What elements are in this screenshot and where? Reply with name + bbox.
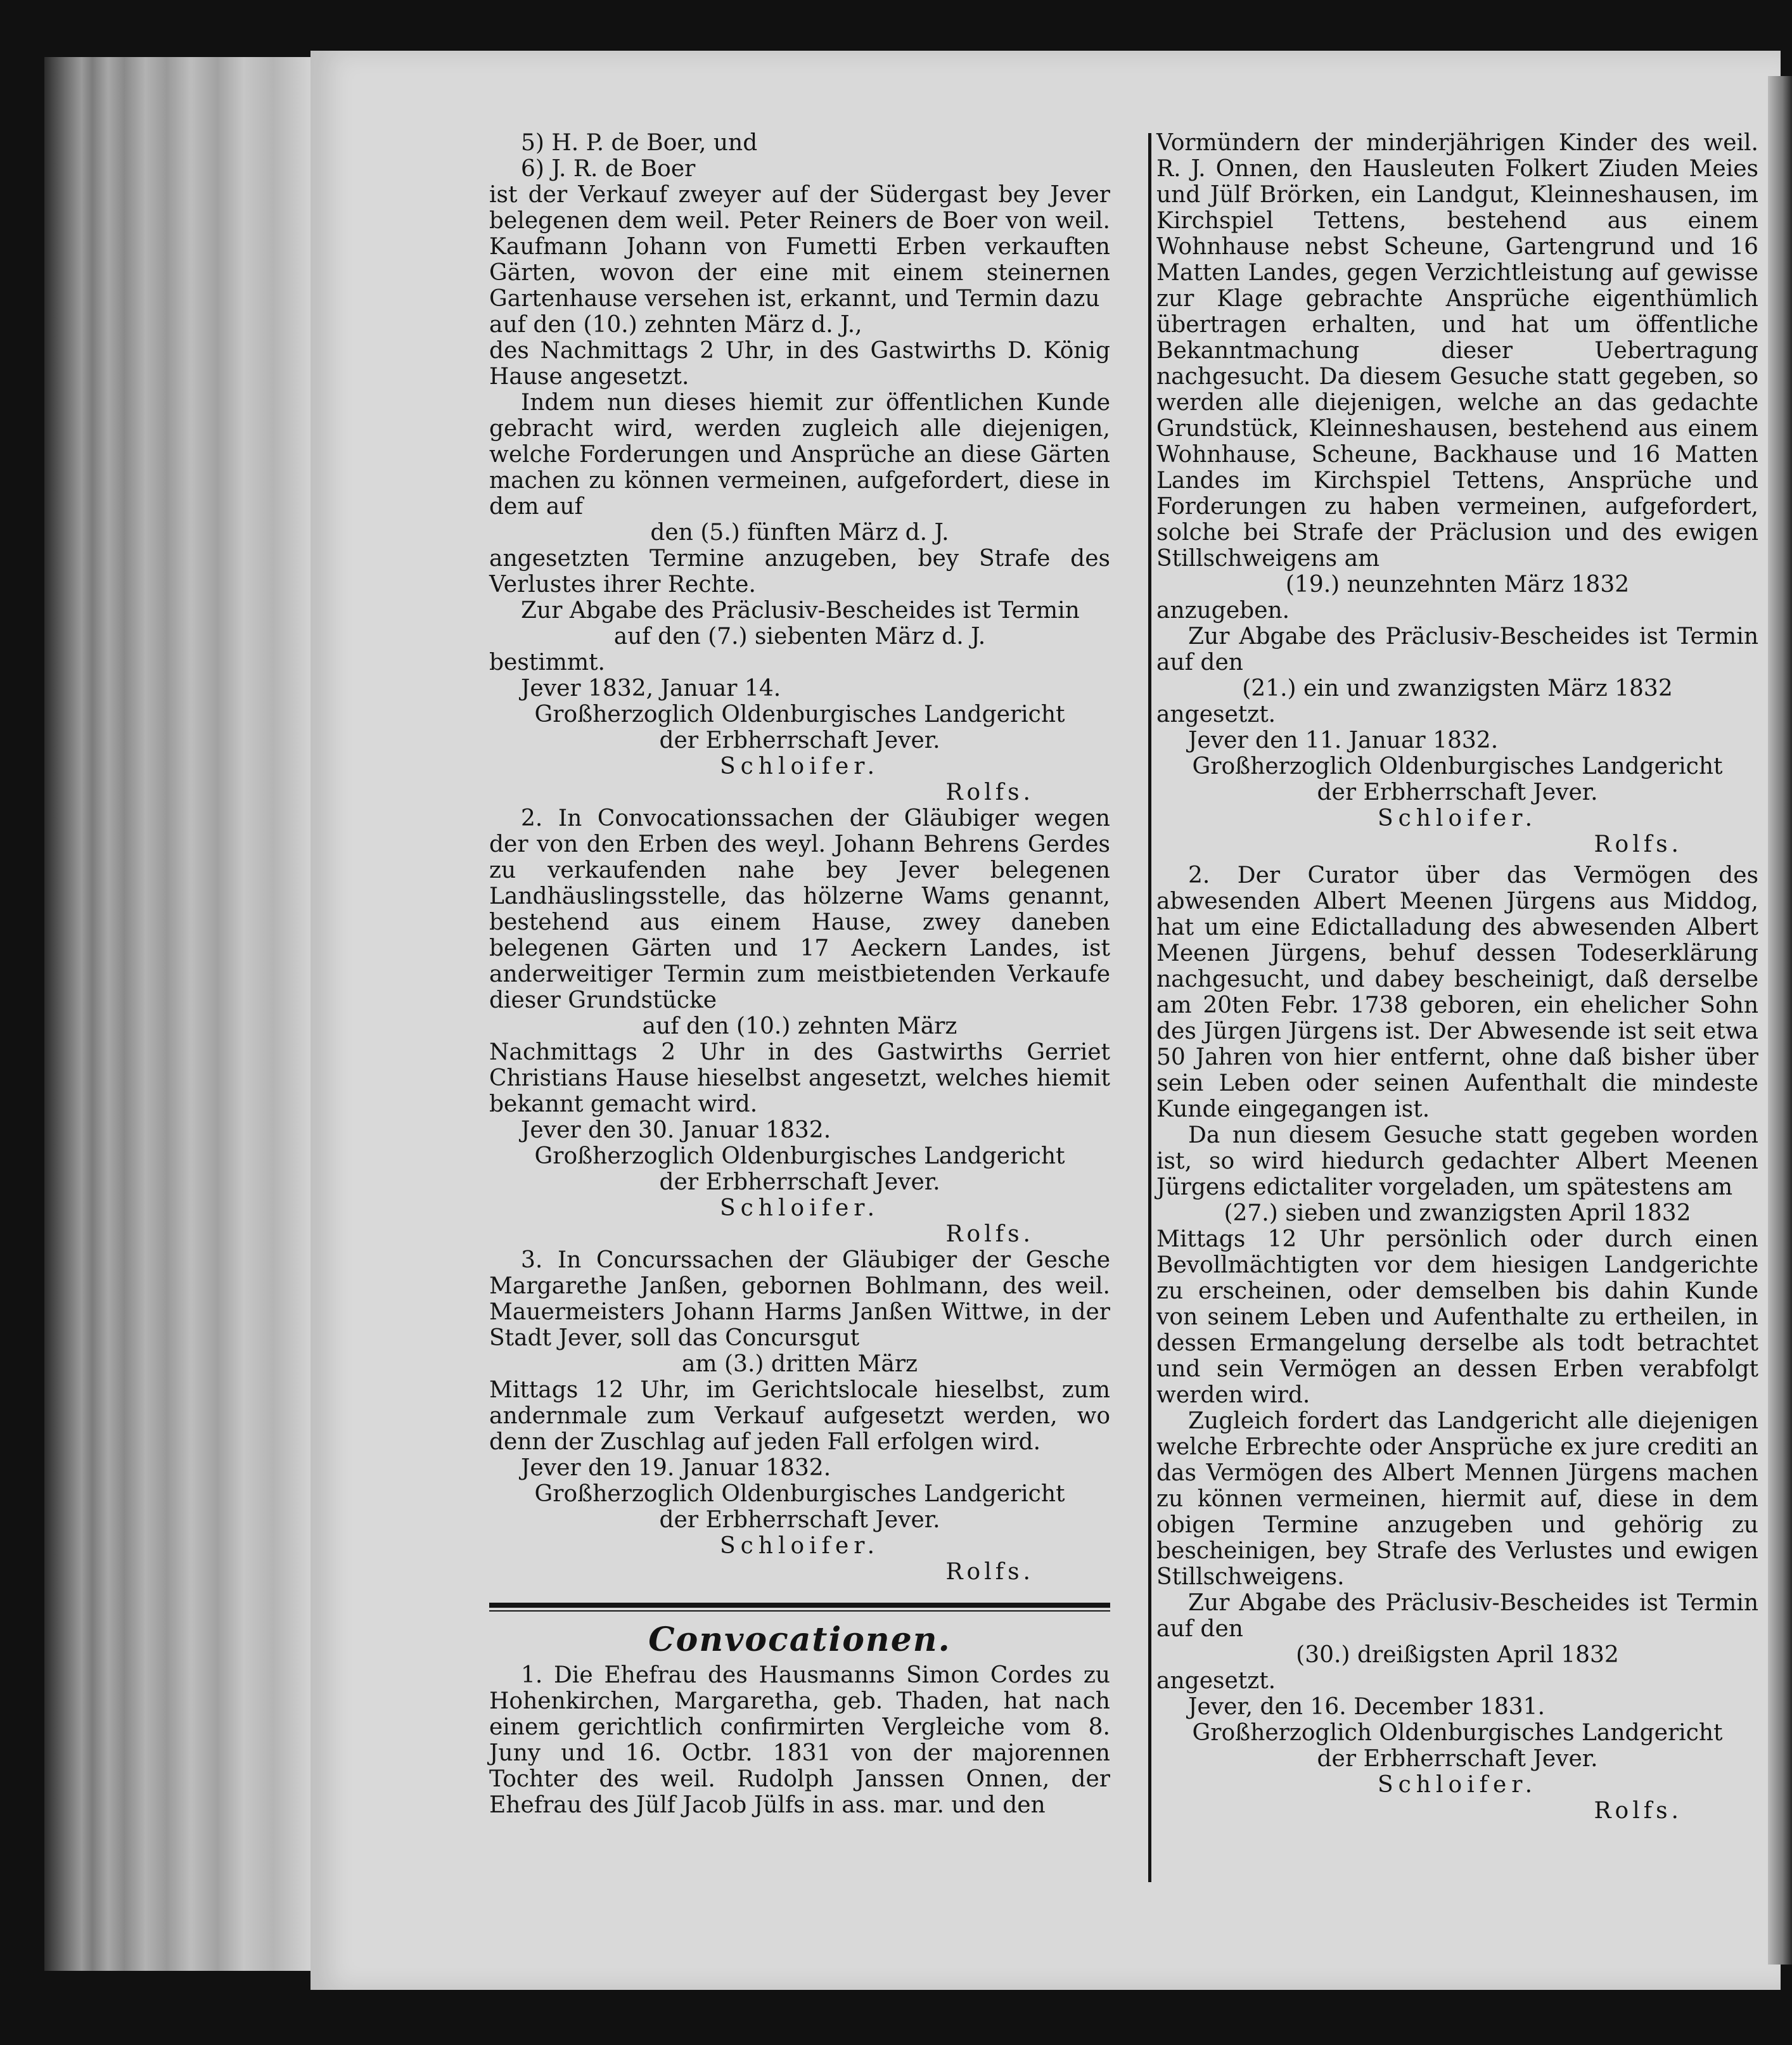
page-edge [1768, 76, 1792, 1965]
column-divider [1148, 133, 1151, 1882]
paragraph: Mittags 12 Uhr persönlich oder durch einen Bevollmächtigten vor dem hiesigen Landgerichte zu erscheinen, oder demselben bis dahin Kunde von seinem Leben und Aufenthalte zu ertheilen, in dessen Ermangelung derselbe als todt betrachtet und sein Vermögen an dessen Erben verabfolgt werden wird. [1156, 1226, 1758, 1408]
court-name: Großherzoglich Oldenburgisches Landgericht [534, 1481, 1065, 1507]
court-name: Großherzoglich Oldenburgisches Landgericht [1192, 1720, 1723, 1746]
date-line: (30.) dreißigsten April 1832 [1296, 1642, 1619, 1668]
court-name: Großherzoglich Oldenburgisches Landgericht [534, 1143, 1065, 1169]
signature: Rolfs. [945, 779, 1034, 805]
left-column [489, 130, 1110, 1818]
date-line: am (3.) dritten März [681, 1351, 918, 1377]
paragraph: angesetzten Termine anzugeben, bey Strafe des Verlustes ihrer Rechte. [489, 546, 1110, 598]
paragraph: Zur Abgabe des Präclusiv-Bescheides ist Termin auf den [1156, 624, 1758, 676]
date-line: (21.) ein und zwanzigsten März 1832 [1242, 676, 1673, 702]
date-line: (19.) neunzehnten März 1832 [1285, 572, 1630, 598]
paragraph: Zur Abgabe des Präclusiv-Bescheides ist Termin [521, 598, 1080, 624]
paragraph: Vormündern der minderjährigen Kinder des weil. R. J. Onnen, den Hausleuten Folkert Ziuden Meies und Jülf Brörken, ein Landgut, Kleinneshausen, im Kirchspiel Tettens, bestehend aus einem Wohnhause nebst Scheune, Gartengrund und 16 Matten Landes, gegen Verzichtleistung auf gewisse zur Klage gebrachte Ansprüche eigenthümlich übertragen erhalten, und hat um öffentliche Bekanntmachung dieser Uebertragung nachgesucht. Da diesem Gesuche statt gegeben, so werden alle diejenigen, welche an das gedachte Grundstück, Kleinneshausen, bestehend aus einem Wohnhause, Scheune, Backhause und 16 Matten Landes im Kirchspiel Tettens, Ansprüche und Forderungen zu haben vermeinen, aufgefordert, solche bei Strafe der Präclusion und des ewigen Stillschweigens am [1156, 130, 1758, 572]
paragraph: Zugleich fordert das Landgericht alle diejenigen welche Erbrechte oder Ansprüche ex jure crediti an das Vermögen des Albert Mennen Jürgens machen zu können vermeinen, hiermit auf, diese in dem obigen Termine anzugeben und gehörig zu bescheinigen, bey Strafe des Verlustes und ewigen Stillschweigens. [1156, 1408, 1758, 1590]
list-item: 6) J. R. de Boer [521, 156, 696, 182]
paragraph: 2. Der Curator über das Vermögen des abwesenden Albert Meenen Jürgens aus Middog, hat um eine Edictalladung des abwesenden Albert Meenen Jürgens, behuf dessen Todeserklärung nachgesucht, und dabey bescheinigt, daß derselbe am 20ten Febr. 1738 geboren, ein ehelicher Sohn des Jürgen Jürgens ist. Der Abwesende ist seit etwa 50 Jahren von hier entfernt, ohne daß bisher über sein Leben oder seinen Aufenthalt die mindeste Kunde eingegangen ist. [1156, 862, 1758, 1122]
signature: Rolfs. [1594, 831, 1682, 857]
section-rule [489, 1603, 1110, 1612]
signature: Schloifer. [1377, 805, 1538, 831]
dateline: Jever den 30. Januar 1832. [521, 1117, 831, 1143]
paragraph: Zur Abgabe des Präclusiv-Bescheides ist Termin auf den [1156, 1590, 1758, 1642]
signature: Schloifer. [719, 1533, 880, 1559]
court-name: der Erbherrschaft Jever. [1317, 779, 1598, 805]
dateline: Jever 1832, Januar 14. [521, 676, 781, 702]
paragraph: des Nachmittags 2 Uhr, in des Gastwirths D. König Hause angesetzt. [489, 338, 1110, 390]
date-line: auf den (7.) siebenten März d. J. [613, 624, 986, 650]
signature: Rolfs. [945, 1559, 1034, 1585]
paragraph: angesetzt. [1156, 1668, 1276, 1694]
signature: Schloifer. [719, 753, 880, 779]
paragraph: Da nun diesem Gesuche statt gegeben worden ist, so wird hiedurch gedachter Albert Meenen Jürgens edictaliter vorgeladen, um spätestens am [1156, 1122, 1758, 1200]
paragraph: anzugeben. [1156, 598, 1290, 624]
court-name: der Erbherrschaft Jever. [659, 1169, 940, 1195]
date-line: auf den (10.) zehnten März d. J., [489, 312, 862, 338]
paragraph: Mittags 12 Uhr, im Gerichtslocale hieselbst, zum andernmale zum Verkauf aufgesetzt werden, wo denn der Zuschlag auf jeden Fall erfolgen wird. [489, 1377, 1110, 1455]
paragraph: ist der Verkauf zweyer auf der Südergast bey Jever belegenen dem weil. Peter Reiners de Boer von weil. Kaufmann Johann von Fumetti Erben verkauften Gärten, wovon der eine mit einem steinernen Gartenhause versehen ist, erkannt, und Termin dazu [489, 182, 1110, 312]
signature: Schloifer. [1377, 1772, 1538, 1798]
book-binding [44, 57, 310, 1971]
paragraph: Nachmittags 2 Uhr in des Gastwirths Gerriet Christians Hause hieselbst angesetzt, welches hiemit bekannt gemacht wird. [489, 1039, 1110, 1117]
date-line: den (5.) fünften März d. J. [650, 520, 949, 546]
court-name: Großherzoglich Oldenburgisches Landgericht [534, 702, 1065, 728]
paragraph: angesetzt. [1156, 702, 1276, 728]
court-name: der Erbherrschaft Jever. [1317, 1746, 1598, 1772]
signature: Rolfs. [945, 1221, 1034, 1247]
signature: Schloifer. [719, 1195, 880, 1221]
dateline: Jever den 11. Januar 1832. [1188, 728, 1499, 753]
date-line: (27.) sieben und zwanzigsten April 1832 [1224, 1200, 1691, 1226]
paragraph: 2. In Convocationssachen der Gläubiger wegen der von den Erben des weyl. Johann Behrens Gerdes zu verkaufenden nahe bey Jever belegenen Landhäuslingsstelle, das hölzerne Wams genannt, bestehend aus einem Hause, zwey daneben belegenen Gärten und 17 Aeckern Landes, ist anderweitiger Termin zum meistbietenden Verkaufe dieser Grundstücke [489, 805, 1110, 1013]
court-name: der Erbherrschaft Jever. [659, 728, 940, 753]
section-title: Convocationen. [648, 1620, 951, 1659]
dateline: Jever den 19. Januar 1832. [521, 1455, 831, 1481]
paragraph: Indem nun dieses hiemit zur öffentlichen Kunde gebracht wird, werden zugleich alle diejenigen, welche Forderungen und Ansprüche an diese Gärten machen zu können vermeinen, aufgefordert, diese in dem auf [489, 390, 1110, 520]
date-line: auf den (10.) zehnten März [642, 1013, 957, 1039]
right-column [1156, 130, 1758, 1824]
paragraph: bestimmt. [489, 650, 605, 676]
signature: Rolfs. [1594, 1798, 1682, 1824]
paragraph: 1. Die Ehefrau des Hausmanns Simon Cordes zu Hohenkirchen, Margaretha, geb. Thaden, hat nach einem gerichtlich confirmirten Vergleiche vom 8. Juny und 16. Octbr. 1831 von der majorennen Tochter des weil. Rudolph Janssen Onnen, der Ehefrau des Jülf Jacob Jülfs in ass. mar. und den [489, 1662, 1110, 1818]
list-item: 5) H. P. de Boer, und [521, 130, 758, 156]
dateline: Jever, den 16. December 1831. [1188, 1694, 1546, 1720]
court-name: der Erbherrschaft Jever. [659, 1507, 940, 1533]
paragraph: 3. In Concurssachen der Gläubiger der Gesche Margarethe Janßen, gebornen Bohlmann, des weil. Mauermeisters Johann Harms Janßen Wittwe, in der Stadt Jever, soll das Concursgut [489, 1247, 1110, 1351]
court-name: Großherzoglich Oldenburgisches Landgericht [1192, 753, 1723, 779]
